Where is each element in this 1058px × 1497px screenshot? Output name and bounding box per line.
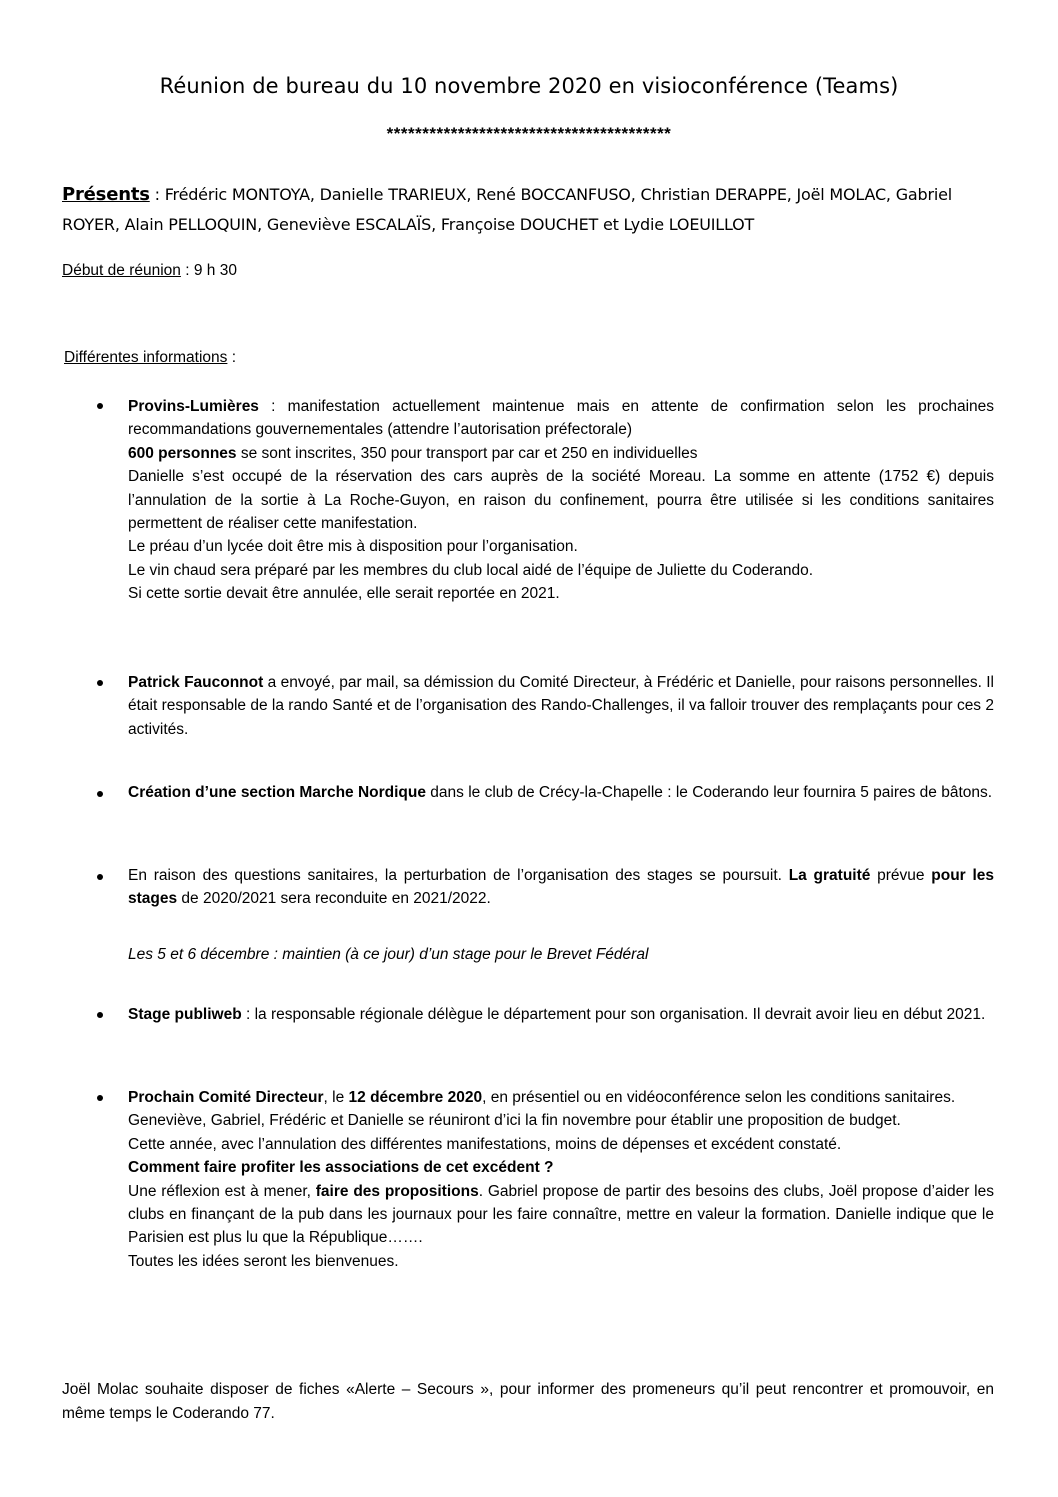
infos-heading-suffix: : xyxy=(227,349,237,366)
attendees-colon: : xyxy=(149,185,165,204)
item-bold: faire des propositions xyxy=(315,1182,479,1200)
item-paragraph xyxy=(128,1180,994,1250)
bullet-icon xyxy=(95,1093,105,1103)
document-title: Réunion de bureau du 10 novembre 2020 en visioconférence (Teams) xyxy=(159,74,899,98)
item-text: , en présentiel ou en vidéoconférence selon les conditions sanitaires. xyxy=(482,1089,956,1106)
attendees-label: Présents xyxy=(62,184,150,205)
item-text: Le vin chaud sera préparé par les membres du club local aidé de l’équipe de Juliette du Coderando. xyxy=(128,561,814,579)
item-lead: Provins-Lumières xyxy=(128,398,259,415)
item-text: Danielle s’est occupé de la réservation des cars auprès de la société Moreau. La somme en attente (1752 €) depuis l’annulation de la sortie à La Roche-Guyon, en raison du confinement, pourra être utilisée si les conditions sanitaires permettent de réaliser cette manifestation. xyxy=(128,468,994,533)
item-bold: Comment faire profiter les associations de cet excédent ? xyxy=(128,1159,554,1177)
item-text: : la responsable régionale délègue le département pour son organisation. Il devrait avoir lieu en début 2021. xyxy=(241,1006,986,1023)
item-text: En raison des questions sanitaires, la perturbation de l’organisation des stages se poursuit. xyxy=(128,867,789,884)
item-bold: 600 personnes xyxy=(128,444,237,462)
list-item xyxy=(128,1086,994,1273)
item-paragraph xyxy=(128,442,994,465)
item-text: Le préau d’un lycée doit être mis à disposition pour l’organisation. xyxy=(128,538,578,556)
attendees-names: Frédéric MONTOYA, Danielle TRARIEUX, René BOCCANFUSO, Christian DERAPPE, Joël MOLAC, Gabriel ROYER, Alain PELLOQUIN, Geneviève ESCALAÏS, Françoise DOUCHET et Lydie LOEUILLOT xyxy=(62,185,952,234)
list-item xyxy=(128,395,994,606)
separator-line: **************************************** xyxy=(386,124,672,143)
item-text: . Gabriel propose de partir des besoins des clubs, Joël propose d’aider les clubs en finançant de la pub dans les journaux pour les faire connaître, mettre en valeur la formation. Danielle indique que le Parisien est plus lu que la République……. xyxy=(128,1182,994,1247)
item-lead: Stage publiweb xyxy=(128,1006,242,1023)
final-paragraph: Joël Molac souhaite disposer de fiches «Alerte – Secours », pour informer des promeneurs qu’il peut rencontrer et promouvoir, en même temps le Coderando 77. xyxy=(62,1381,994,1422)
item-paragraph xyxy=(128,1003,994,1026)
list-item xyxy=(128,671,994,741)
item-text: se sont inscrites, 350 pour transport par car et 250 en individuelles xyxy=(236,444,698,462)
item-text: prévue xyxy=(870,867,932,884)
item-paragraph xyxy=(128,395,994,442)
item-paragraph xyxy=(128,1086,994,1109)
bullet-icon xyxy=(95,872,105,882)
infos-heading xyxy=(64,349,236,367)
meeting-start-value: : 9 h 30 xyxy=(180,262,237,279)
bullet-icon xyxy=(95,678,105,688)
bullet-icon xyxy=(95,789,105,799)
item-paragraph xyxy=(128,864,994,911)
meeting-start xyxy=(62,262,237,280)
item-bold: pour les stages xyxy=(128,867,995,908)
item-text: dans le club de Crécy-la-Chapelle : le Coderando leur fournira 5 paires de bâtons. xyxy=(426,784,993,801)
item-text: de 2020/2021 sera reconduite en 2021/2022. xyxy=(177,890,491,908)
item-text: a envoyé, par mail, sa démission du Comité Directeur, à Frédéric et Danielle, pour raisons personnelles. Il était responsable de la rando Santé et de l’organisation des Rando-Challenges, il va falloir trouver des remplaçants pour ces 2 activités. xyxy=(128,674,994,738)
bullet-icon xyxy=(95,1010,105,1020)
item-text: Toutes les idées seront les bienvenues. xyxy=(128,1252,399,1270)
item-text: : manifestation actuellement maintenue mais en attente de confirmation selon les prochaines recommandations gouvernementales (attendre l’autorisation préfectorale) xyxy=(128,398,994,439)
meeting-start-label: Début de réunion xyxy=(62,262,181,279)
list-item xyxy=(128,1003,994,1026)
list-item xyxy=(128,864,994,911)
item-text: , le xyxy=(323,1089,349,1106)
item-text: Cette année, avec l’annulation des différentes manifestations, moins de dépenses et excédent constaté. xyxy=(128,1135,842,1153)
item-paragraph xyxy=(128,671,994,741)
item-text: Geneviève, Gabriel, Frédéric et Danielle se réuniront d’ici la fin novembre pour établir une proposition de budget. xyxy=(128,1112,901,1130)
item-bold: 12 décembre 2020 xyxy=(348,1089,483,1106)
bullet-icon xyxy=(95,401,105,411)
item-lead: Prochain Comité Directeur xyxy=(128,1089,324,1106)
item-lead: Création d’une section Marche Nordique xyxy=(128,784,426,801)
item-lead: Patrick Fauconnot xyxy=(128,674,264,691)
italic-note: Les 5 et 6 décembre : maintien (à ce jour) d’un stage pour le Brevet Fédéral xyxy=(128,946,649,963)
item-bold: La gratuité xyxy=(788,867,871,884)
item-paragraph xyxy=(128,781,994,804)
list-item xyxy=(128,781,994,804)
item-text: Si cette sortie devait être annulée, elle serait reportée en 2021. xyxy=(128,585,560,603)
infos-heading-label: Différentes informations xyxy=(64,349,228,366)
item-text: Une réflexion est à mener, xyxy=(128,1182,316,1200)
attendees-paragraph xyxy=(62,180,1002,240)
